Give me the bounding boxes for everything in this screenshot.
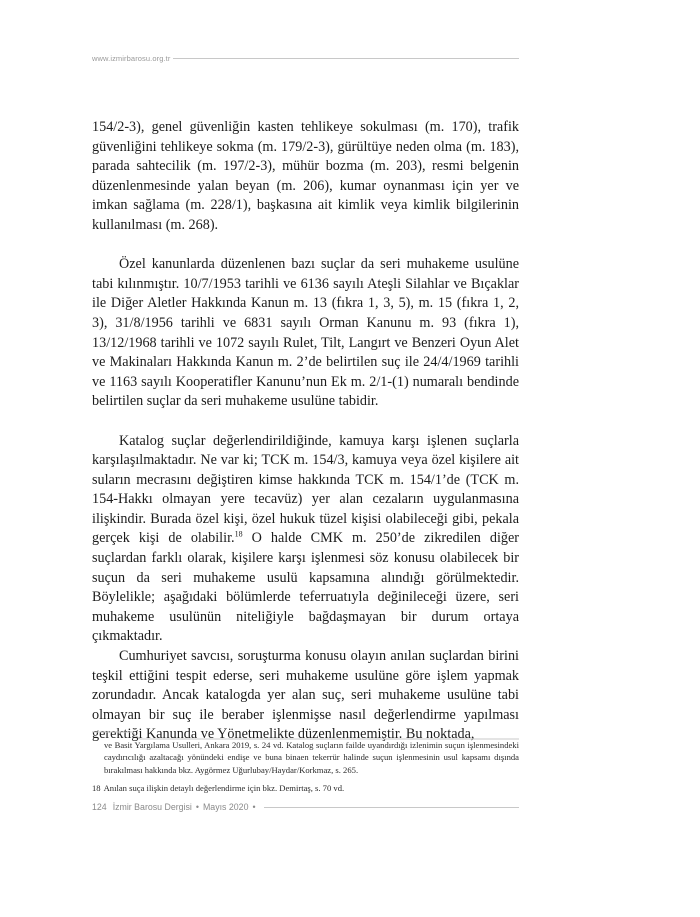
- paragraph-gap: [92, 236, 519, 256]
- main-text: [92, 118, 519, 745]
- paragraph-3: [92, 432, 519, 648]
- header-rule: [173, 58, 519, 59]
- paragraph-3-text-b: O halde CMK m. 250’de zikredilen diğer suçlardan farklı olarak, kişilere karşı işlenmesi söz konusu olabilecek bir suçun da seri muhakeme usulü kapsamına alındığı görülmektedir. Böylelikle; aşağıdaki bölümlerde teferruatıyla değinileceği üzere, seri muhakeme usulünün niteliğiyle bağdaşmayan bir durum ortaya çıkmaktadır.: [92, 530, 519, 645]
- footer-rule: [264, 807, 519, 808]
- paragraph-2: Özel kanunlarda düzenlenen bazı suçlar da seri muhakeme usulüne tabi kılınmıştır. 10/7/1953 tarihli ve 6136 sayılı Ateşli Silahlar ve Bıçaklar ile Diğer Aletler Hakkında Kanun m. 13 (fıkra 1, 3, 5), m. 15 (fıkra 1, 2, 3), 31/8/1956 tarihli ve 6831 sayılı Orman Kanunu m. 93 (fıkra 1), 13/12/1968 tarihli ve 1072 sayılı Rulet, Tilt, Langırt ve Benzeri Oyun Alet ve Makinaları Hakkında Kanun m. 2’de belirtilen suç ile 24/4/1969 tarihli ve 1163 sayılı Kooperatifler Kanunu’nun Ek m. 2/1-(1) numaralı bendinde belirtilen suçlar da seri muhakeme usulüne tabidir.: [92, 256, 519, 410]
- footer-end-mark: •: [252, 802, 256, 812]
- paragraph-gap: [92, 412, 519, 432]
- footer-separator: •: [195, 802, 199, 812]
- footnote-18: [92, 782, 519, 794]
- footnote-ref-18: 18: [234, 529, 243, 539]
- footnote-18-text: Anılan suça ilişkin detaylı değerlendirme için bkz. Demirtaş, s. 70 vd.: [103, 783, 345, 794]
- footnote-18-number: 18: [92, 783, 101, 794]
- page-number: 124: [92, 802, 107, 812]
- footnote-continued: ve Basit Yargılama Usulleri, Ankara 2019, s. 24 vd. Katalog suçların failde uyandırdığı izlenimin suçun işlenmesindeki caydırıcılığı azaltacağı yönündeki endişe ve buna binaen tekerrür halinde suçun işlenmesinin usul kapsamı dışında bırakılması hakkında bkz. Aygörmez Uğurlubay/Haydar/Korkmaz, s. 265.: [104, 740, 519, 775]
- journal-name: İzmir Barosu Dergisi: [112, 802, 192, 812]
- paragraph-4: Cumhuriyet savcısı, soruşturma konusu olayın anılan suçlardan birini teşkil ettiğini tespit ederse, seri muhakeme usulüne göre işlem yapmak zorundadır. Ancak katalogda yer alan suç, seri muhakeme usulüne tabi olmayan bir suç ile beraber işlenmişse nasıl değerlendirme yapılması gerektiği Kanunda ve Yönetmelikte düzenlenmemiştir. Bu noktada,: [92, 648, 519, 743]
- running-header: [92, 52, 519, 64]
- page-footer: [92, 800, 519, 814]
- issue-date: Mayıs 2020: [202, 802, 249, 812]
- paragraph-3-text-a: Katalog suçlar değerlendirildiğinde, kamuya karşı işlenen suçlarla karşılaşılmaktadır. Ne var ki; TCK m. 154/3, kamuya veya özel kişilere ait suların mecrasını değiştiren kimse hakkında TCK m. 154/1’de (TCK m. 154-Hakkı olmayan yere tecavüz) yer alan cezaların uygulanmasına ilişkindir. Burada özel kişi, özel hukuk tüzel kişisi olabileceği gibi, pekala gerçek kişi de olabilir.: [92, 432, 519, 547]
- footnotes: [92, 739, 519, 795]
- paragraph-1: 154/2-3), genel güvenliğin kasten tehlikeye sokulması (m. 170), trafik güvenliğini tehlikeye sokma (m. 179/2-3), gürültüye neden olma (m. 183), parada sahtecilik (m. 197/2-3), mühür bozma (m. 203), resmi belgenin düzenlenmesinde yalan beyan (m. 206), kumar oynanması için yer ve imkan sağlama (m. 228/1), başkasına ait kimlik veya kimlik bilgilerinin kullanılması (m. 268).: [92, 119, 519, 233]
- header-website: www.izmirbarosu.org.tr: [92, 53, 171, 63]
